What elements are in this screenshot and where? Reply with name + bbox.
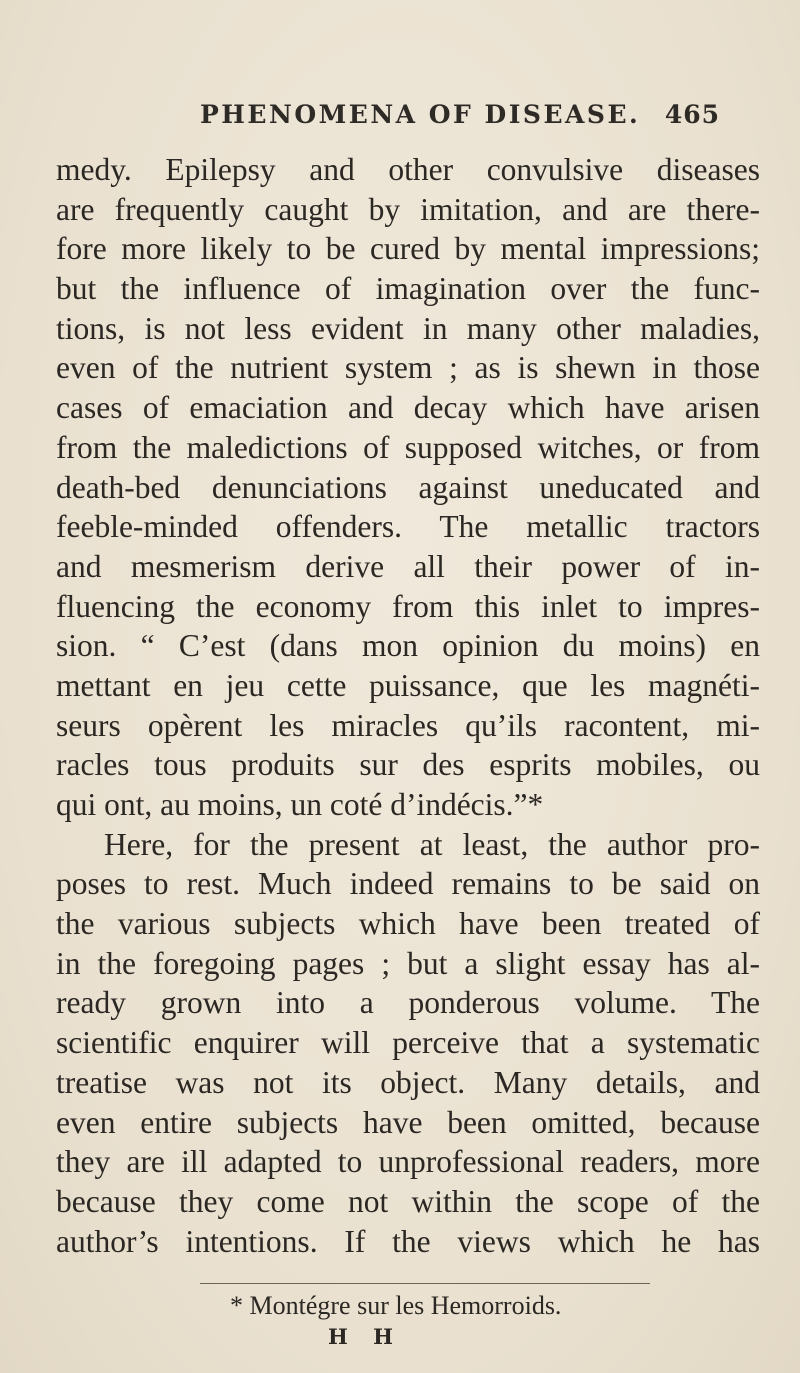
- text-line: fluencing the economy from this inlet to impres-: [56, 588, 760, 624]
- text-line: in the foregoing pages ; but a slight essay has al-: [56, 945, 760, 981]
- text-line: treatise was not its object. Many details, and: [56, 1064, 760, 1100]
- text-line: are frequently caught by imitation, and are there-: [56, 191, 760, 227]
- text-line: they are ill adapted to unprofessional readers, more: [56, 1144, 760, 1180]
- text-line: scientific enquirer will perceive that a systematic: [56, 1025, 760, 1061]
- footnote-rule: [200, 1283, 650, 1284]
- running-head: [200, 100, 720, 132]
- text-line: seurs opèrent les miracles qu’ils racontent, mi-: [56, 707, 760, 743]
- text-line: poses to rest. Much indeed remains to be said on: [56, 866, 760, 902]
- text-line: tions, is not less evident in many other maladies,: [56, 310, 760, 346]
- text-line: even entire subjects have been omitted, because: [56, 1104, 760, 1140]
- text-line: but the influence of imagination over the func-: [56, 271, 760, 307]
- footnote: * Montégre sur les Hemorroids.: [230, 1291, 562, 1320]
- text-line: ready grown into a ponderous volume. The: [56, 985, 760, 1021]
- text-line: death-bed denunciations against uneducated and: [56, 469, 760, 505]
- text-line: from the maledictions of supposed witches, or from: [56, 429, 760, 465]
- text-line: author’s intentions. If the views which he has: [56, 1223, 760, 1259]
- text-line: medy. Epilepsy and other convulsive diseases: [56, 152, 760, 187]
- text-line: feeble-minded offenders. The metallic tractors: [56, 509, 760, 545]
- text-line: even of the nutrient system ; as is shewn in those: [56, 350, 760, 386]
- text-line: Here, for the present at least, the author pro-: [104, 826, 760, 862]
- text-line: cases of emaciation and decay which have arisen: [56, 390, 760, 426]
- text-line: mettant en jeu cette puissance, que les magnéti-: [56, 667, 760, 703]
- text-line: because they come not within the scope of the: [56, 1183, 760, 1219]
- text-line: the various subjects which have been treated of: [56, 906, 760, 942]
- page-number: 465: [664, 100, 720, 129]
- text-line: sion. “ C’est (dans mon opinion du moins) en: [56, 628, 760, 664]
- running-title: PHENOMENA OF DISEASE.: [200, 100, 641, 129]
- text-line: and mesmerism derive all their power of in-: [56, 548, 760, 584]
- text-line: qui ont, au moins, un coté d’indécis.”*: [56, 787, 544, 822]
- body-text: [56, 150, 760, 1261]
- signature-mark: H H: [328, 1324, 402, 1349]
- text-line: racles tous produits sur des esprits mobiles, ou: [56, 747, 760, 783]
- text-line: fore more likely to be cured by mental impressions;: [56, 231, 760, 267]
